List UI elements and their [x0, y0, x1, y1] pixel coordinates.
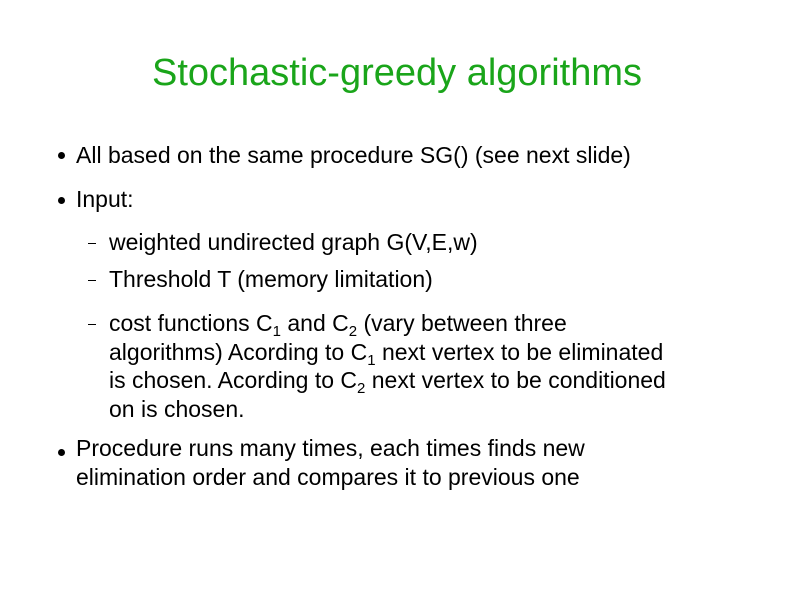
- sub-bullet-3-line-4: on is chosen.: [109, 396, 245, 422]
- dash-icon: [88, 324, 96, 325]
- bullet-2-text: Input:: [76, 186, 134, 212]
- bullet-dot-icon: [58, 449, 65, 456]
- text-run: next vertex to be conditioned: [365, 367, 666, 393]
- text-run: cost functions C: [109, 310, 273, 336]
- sub-bullet-1-text: weighted undirected graph G(V,E,w): [109, 229, 478, 255]
- sub-bullet-3-line-1: [109, 309, 567, 338]
- subscript: 2: [348, 323, 358, 340]
- bullet-1-text: All based on the same procedure SG() (see next slide): [76, 142, 631, 168]
- text-run: and C: [280, 310, 349, 336]
- subscript: 1: [272, 323, 281, 340]
- subscript: 1: [367, 352, 376, 369]
- slide-title: Stochastic-greedy algorithms: [152, 52, 642, 94]
- bullet-3-line-2: elimination order and compares it to previous one: [76, 464, 580, 490]
- text-run: next vertex to be eliminated: [375, 339, 664, 365]
- text-run: algorithms) Acording to C: [109, 339, 368, 365]
- bullet-3-line-1: Procedure runs many times, each times finds new: [76, 435, 585, 461]
- sub-bullet-2-text: Threshold T (memory limitation): [109, 266, 433, 292]
- sub-bullet-3-line-3: [109, 366, 666, 395]
- bullet-dot-icon: [58, 197, 65, 204]
- bullet-dot-icon: [58, 152, 65, 159]
- subscript: 2: [357, 380, 366, 397]
- sub-bullet-3-line-2: [109, 338, 663, 367]
- dash-icon: [88, 243, 96, 244]
- text-run: is chosen. Acording to C: [109, 367, 358, 393]
- dash-icon: [88, 280, 96, 281]
- text-run: (vary between three: [357, 310, 567, 336]
